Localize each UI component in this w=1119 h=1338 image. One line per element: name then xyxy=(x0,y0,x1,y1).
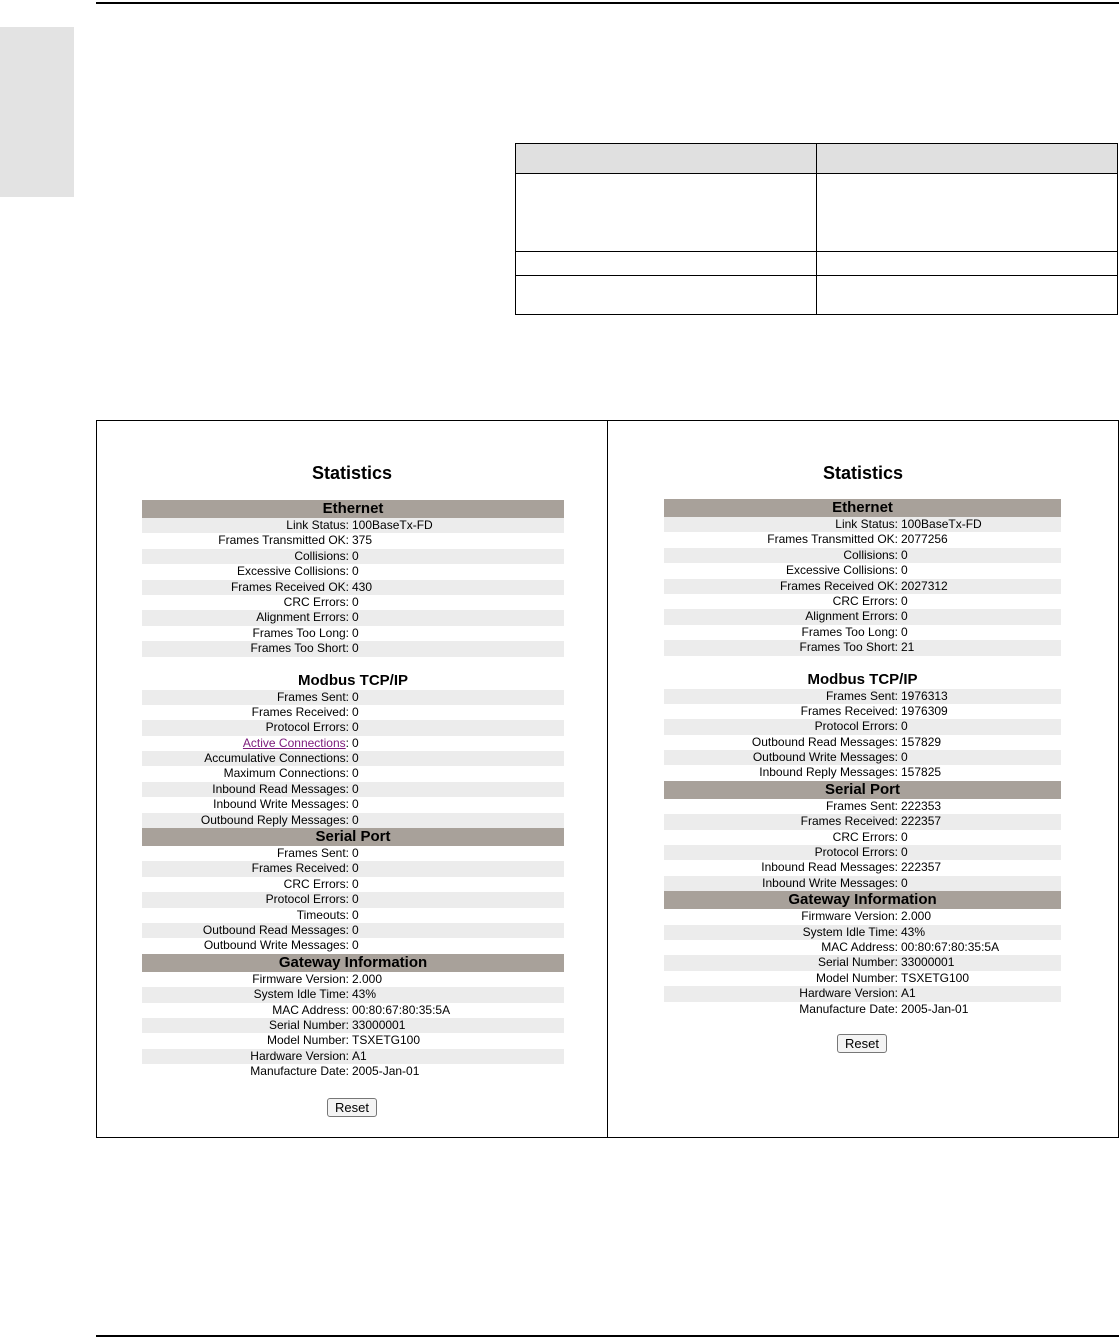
table-row xyxy=(142,938,564,953)
table-header-row xyxy=(516,144,1118,174)
ethernet-header: Ethernet xyxy=(142,500,564,518)
stat-value: TSXETG100 xyxy=(901,970,970,985)
stat-label: Alignment Errors: xyxy=(805,609,898,624)
stat-label: Firmware Version: xyxy=(252,971,349,986)
table-cell xyxy=(817,276,1118,315)
stat-value: 33000001 xyxy=(352,1017,406,1032)
stat-value: 0 xyxy=(352,564,359,579)
stat-label: Inbound Write Messages: xyxy=(762,875,898,890)
stat-label: Manufacture Date: xyxy=(250,1064,349,1079)
stat-value: 00:80:67:80:35:5A xyxy=(901,939,1000,954)
stat-label: Frames Received OK: xyxy=(779,578,898,593)
right-stats-table xyxy=(664,499,1061,1017)
stat-value: 0 xyxy=(352,861,359,876)
stat-value: 100BaseTx-FD xyxy=(352,518,433,532)
table-row xyxy=(142,580,564,595)
table-row xyxy=(142,1049,564,1064)
stat-value: 00:80:67:80:35:5A xyxy=(352,1002,451,1017)
stat-value: 0 xyxy=(352,781,359,796)
table-row xyxy=(664,876,1061,891)
stat-value: 0 xyxy=(901,750,908,765)
table-row xyxy=(142,1018,564,1033)
stat-value: 100BaseTx-FD xyxy=(901,517,982,531)
reset-button[interactable]: Reset xyxy=(837,1034,887,1053)
stat-label: Inbound Read Messages: xyxy=(761,860,898,875)
stat-label: Excessive Collisions: xyxy=(785,563,898,578)
table-row xyxy=(664,640,1061,655)
stat-value: TSXETG100 xyxy=(352,1033,421,1048)
stat-value: 43% xyxy=(352,987,377,1002)
table-row xyxy=(664,845,1061,860)
table-row xyxy=(664,609,1061,624)
stat-value: 1976309 xyxy=(901,703,948,718)
stat-value: A1 xyxy=(901,986,916,1001)
table-cell xyxy=(817,174,1118,252)
table-row xyxy=(664,955,1061,970)
stat-label: CRC Errors: xyxy=(832,829,898,844)
page-title: Statistics xyxy=(822,463,904,483)
stat-value: 0 xyxy=(901,547,908,562)
table-row xyxy=(516,252,1118,276)
table-row xyxy=(664,925,1061,940)
stat-label: CRC Errors: xyxy=(832,593,898,608)
table-row xyxy=(142,923,564,938)
gateway-information-header: Gateway Information xyxy=(664,891,1061,909)
stat-label: Firmware Version: xyxy=(801,909,898,924)
stat-label: Protocol Errors: xyxy=(265,720,349,735)
serial-port-header: Serial Port xyxy=(142,828,564,846)
table-row xyxy=(664,517,1061,532)
stat-label: Frames Transmitted OK: xyxy=(218,533,349,548)
stat-value: A1 xyxy=(352,1048,367,1063)
stat-label: Link Status: xyxy=(835,517,898,531)
table-cell xyxy=(516,252,817,276)
empty-table xyxy=(515,143,1118,315)
stat-value: 222357 xyxy=(901,860,942,875)
stat-label: System Idle Time: xyxy=(253,987,349,1002)
stat-label: MAC Address: xyxy=(821,939,898,954)
stat-label: Model Number: xyxy=(815,970,898,985)
stat-value: 2077256 xyxy=(901,532,948,547)
side-tab xyxy=(0,27,74,197)
table-row xyxy=(142,797,564,812)
table-row xyxy=(516,174,1118,252)
stat-label: Frames Too Long: xyxy=(252,625,349,640)
stat-label: Hardware Version: xyxy=(250,1048,349,1063)
stat-value: 0 xyxy=(352,594,359,609)
stat-value: 222353 xyxy=(901,798,942,813)
table-row xyxy=(142,877,564,892)
stat-label: Frames Sent: xyxy=(825,688,898,703)
table-row xyxy=(664,909,1061,924)
stat-label: Outbound Read Messages: xyxy=(202,922,349,937)
stat-value: 2027312 xyxy=(901,578,948,593)
table-row xyxy=(142,782,564,797)
stat-label: Frames Received: xyxy=(251,861,349,876)
stat-label: Inbound Reply Messages: xyxy=(759,765,898,780)
stat-value: 0 xyxy=(352,892,359,907)
ethernet-header: Ethernet xyxy=(664,499,1061,517)
active-connections-link[interactable]: Active Connections xyxy=(242,735,346,750)
table-row xyxy=(664,860,1061,875)
stat-value: 0 xyxy=(901,593,908,608)
stat-value: 0 xyxy=(352,812,359,827)
stat-label: Protocol Errors: xyxy=(814,719,898,734)
stat-label: Accumulative Connections: xyxy=(204,751,349,766)
stat-value: 0 xyxy=(352,751,359,766)
stat-value: 0 xyxy=(352,720,359,735)
table-row xyxy=(664,625,1061,640)
stat-label: Protocol Errors: xyxy=(814,845,898,860)
table-row xyxy=(664,548,1061,563)
stat-label: Frames Too Short: xyxy=(799,640,898,655)
stat-value: 43% xyxy=(901,924,926,939)
reset-button[interactable]: Reset xyxy=(327,1098,377,1117)
stat-value: 2005-Jan-01 xyxy=(901,1001,969,1016)
stat-label: Frames Received: xyxy=(251,704,349,719)
left-stats-table xyxy=(142,500,564,1080)
stat-value: 2.000 xyxy=(352,971,383,986)
stat-value: 0 xyxy=(352,641,359,656)
table-row xyxy=(142,908,564,923)
stat-value: 0 xyxy=(352,735,359,750)
stat-value: 2.000 xyxy=(901,909,932,924)
table-row xyxy=(664,579,1061,594)
stat-value: 0 xyxy=(901,845,908,860)
stat-value: 0 xyxy=(352,766,359,781)
table-row xyxy=(664,971,1061,986)
stat-value: 0 xyxy=(352,548,359,563)
table-row xyxy=(664,1002,1061,1017)
stat-label: Model Number: xyxy=(266,1033,349,1048)
table-row xyxy=(142,1033,564,1048)
table-row xyxy=(142,1003,564,1018)
stat-value: 0 xyxy=(901,829,908,844)
stat-label: Frames Too Long: xyxy=(801,624,898,639)
stat-label: Frames Too Short: xyxy=(250,641,349,656)
table-row xyxy=(664,830,1061,845)
table-cell xyxy=(516,276,817,315)
stat-label: Hardware Version: xyxy=(799,986,898,1001)
table-row xyxy=(664,689,1061,704)
stat-label: Frames Sent: xyxy=(825,798,898,813)
table-row xyxy=(664,765,1061,780)
table-row xyxy=(142,892,564,907)
stat-label: Collisions: xyxy=(843,547,898,562)
stat-label: CRC Errors: xyxy=(283,876,349,891)
stat-value: 0 xyxy=(901,875,908,890)
modbus-header: Modbus TCP/IP xyxy=(298,671,408,689)
table-row xyxy=(664,986,1061,1001)
stat-value: 0 xyxy=(352,846,359,861)
stat-value: 222357 xyxy=(901,814,942,829)
screenshots-frame xyxy=(96,420,1119,1138)
table-row xyxy=(664,799,1061,814)
stat-label: Frames Sent: xyxy=(276,689,349,704)
table-row xyxy=(664,750,1061,765)
stat-label: Frames Received: xyxy=(800,814,898,829)
stat-value: 0 xyxy=(901,563,908,578)
table-row xyxy=(142,1064,564,1079)
table-row xyxy=(142,564,564,579)
stat-value: 0 xyxy=(352,907,359,922)
stat-value: 0 xyxy=(901,624,908,639)
stat-value: 0 xyxy=(352,689,359,704)
stat-value: 0 xyxy=(352,797,359,812)
stat-label: Serial Number: xyxy=(268,1017,349,1032)
page-title: Statistics xyxy=(311,463,393,483)
bottom-rule xyxy=(96,1335,1119,1337)
table-row xyxy=(664,532,1061,547)
modbus-header: Modbus TCP/IP xyxy=(807,670,918,688)
stat-label: Protocol Errors: xyxy=(265,892,349,907)
stat-value: 33000001 xyxy=(901,955,955,970)
stat-value: 1976313 xyxy=(901,688,948,703)
stat-label[interactable]: Active Connections: xyxy=(242,735,349,750)
table-row xyxy=(142,549,564,564)
table-cell xyxy=(817,252,1118,276)
stat-label: System Idle Time: xyxy=(802,924,898,939)
stat-label: Frames Received: xyxy=(800,703,898,718)
stat-value: 375 xyxy=(352,533,373,548)
stat-label: CRC Errors: xyxy=(283,594,349,609)
stat-value: 2005-Jan-01 xyxy=(352,1064,420,1079)
table-row xyxy=(664,735,1061,750)
stat-label: Frames Sent: xyxy=(276,846,349,861)
table-cell xyxy=(516,174,817,252)
table-row xyxy=(142,736,564,751)
stat-label: MAC Address: xyxy=(272,1002,349,1017)
table-row xyxy=(142,533,564,548)
stat-label: Manufacture Date: xyxy=(799,1001,898,1016)
stat-value: 0 xyxy=(352,610,359,625)
stat-value: 21 xyxy=(901,640,915,655)
stat-label: Frames Received OK: xyxy=(230,579,349,594)
stat-label: Outbound Read Messages: xyxy=(751,734,898,749)
table-header-cell xyxy=(817,144,1118,174)
table-row xyxy=(142,626,564,641)
table-row xyxy=(664,563,1061,578)
stat-label: Excessive Collisions: xyxy=(236,564,349,579)
table-row xyxy=(142,987,564,1002)
stat-label: Link Status: xyxy=(286,518,349,532)
stat-label: Alignment Errors: xyxy=(256,610,349,625)
stat-label: Collisions: xyxy=(294,548,349,563)
stat-value: 157829 xyxy=(901,734,942,749)
gateway-information-header: Gateway Information xyxy=(142,954,564,972)
stat-label: Inbound Write Messages: xyxy=(213,797,349,812)
stat-value: 0 xyxy=(352,704,359,719)
table-row xyxy=(142,813,564,828)
stat-label: Serial Number: xyxy=(817,955,898,970)
table-row xyxy=(516,276,1118,315)
table-row xyxy=(142,690,564,705)
stat-label: Outbound Write Messages: xyxy=(752,750,898,765)
table-row xyxy=(142,518,564,533)
serial-port-header: Serial Port xyxy=(664,781,1061,799)
table-row xyxy=(664,594,1061,609)
stat-value: 157825 xyxy=(901,765,942,780)
table-row xyxy=(142,610,564,625)
table-header-cell xyxy=(516,144,817,174)
stat-value: 0 xyxy=(352,938,359,953)
stat-label: Frames Transmitted OK: xyxy=(767,532,898,547)
top-rule xyxy=(96,2,1119,4)
table-row xyxy=(664,719,1061,734)
stat-label: Outbound Write Messages: xyxy=(203,938,349,953)
table-row xyxy=(664,704,1061,719)
table-row xyxy=(142,641,564,656)
table-row xyxy=(142,861,564,876)
stat-value: 0 xyxy=(352,922,359,937)
panel-divider xyxy=(607,421,608,1137)
table-row xyxy=(142,972,564,987)
stat-value: 0 xyxy=(901,719,908,734)
table-row xyxy=(664,940,1061,955)
table-row xyxy=(142,595,564,610)
stat-label: Timeouts: xyxy=(296,907,349,922)
table-row xyxy=(142,705,564,720)
stat-label: Inbound Read Messages: xyxy=(212,781,349,796)
table-row xyxy=(142,766,564,781)
stat-value: 0 xyxy=(352,625,359,640)
stat-label: Outbound Reply Messages: xyxy=(200,812,349,827)
stat-value: 0 xyxy=(352,876,359,891)
table-row xyxy=(142,846,564,861)
stat-value: 0 xyxy=(901,609,908,624)
stat-label: Maximum Connections: xyxy=(223,766,349,781)
table-row xyxy=(664,814,1061,829)
stat-value: 430 xyxy=(352,579,373,594)
table-row xyxy=(142,720,564,735)
table-row xyxy=(142,751,564,766)
